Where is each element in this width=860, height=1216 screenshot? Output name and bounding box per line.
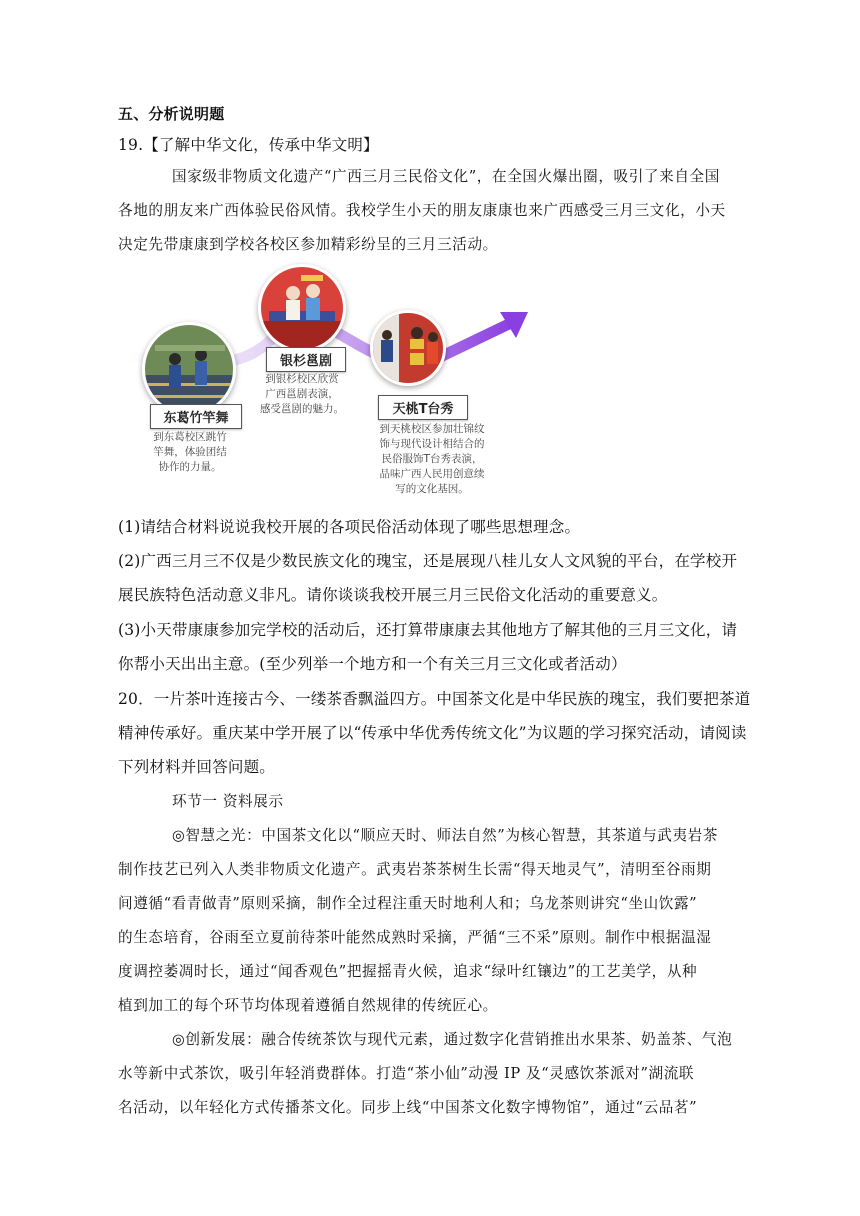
question-20-intro: 20．一片茶叶连接古今、一缕茶香飘溢四方。中国茶文化是中华民族的瑰宝，我们要把茶道 bbox=[118, 690, 751, 708]
wisdom-paragraph-line: 植到加工的每个环节均体现着遵循自然规律的传统匠心。 bbox=[118, 997, 498, 1014]
innovation-paragraph-line: 名活动，以年轻化方式传播茶文化。同步上线“中国茶文化数字博物馆”，通过“云品茗” bbox=[118, 1099, 698, 1116]
innovation-paragraph-line: ◎创新发展：融合传统茶饮与现代元素，通过数字化营销推出水果茶、奶盖茶、气泡 bbox=[172, 1031, 733, 1048]
stop-label: 东葛竹竿舞 bbox=[150, 404, 242, 429]
wisdom-paragraph-line: ◎智慧之光：中国茶文化以“顺应天时、师法自然”为核心智慧，其茶道与武夷岩茶 bbox=[172, 827, 719, 844]
stop-caption: 到银杉校区欣赏 广西邕剧表演， 感受邕剧的魅力。 bbox=[260, 373, 344, 415]
stop-label: 天桃T台秀 bbox=[378, 395, 468, 420]
stop-label: 银杉邕剧 bbox=[266, 347, 346, 372]
question-19-2-cont: 展民族特色活动意义非凡。请你谈谈我校开展三月三民俗文化活动的重要意义。 bbox=[118, 586, 668, 604]
q19-intro-line: 国家级非物质文化遗产“广西三月三民俗文化”，在全国火爆出圈，吸引了来自全国 bbox=[172, 168, 720, 185]
question-20-intro: 下列材料并回答问题。 bbox=[118, 758, 276, 776]
bamboo-dance-photo bbox=[142, 322, 236, 416]
question-19-3: (3)小天带康康参加完学校的活动后，还打算带康康去其他地方了解其他的三月三文化，请 bbox=[118, 621, 738, 639]
wisdom-paragraph-line: 的生态培育，谷雨至立夏前待茶叶能然成熟时采摘，严循“三不采”原则。制作中根据温湿 bbox=[118, 929, 712, 946]
stop-caption: 到东葛校区跳竹 竿舞，体验团结 协作的力量。 bbox=[153, 431, 227, 473]
question-19-2: (2)广西三月三不仅是少数民族文化的瑰宝，还是展现八桂儿女人文风貌的平台，在学校开 bbox=[118, 552, 738, 570]
question-19-3-cont: 你帮小天出出主意。(至少列举一个地方和一个有关三月三文化或者活动） bbox=[118, 655, 627, 673]
question-19-title: 19.【了解中华文化，传承中华文明】 bbox=[118, 136, 379, 154]
wisdom-paragraph-line: 间遵循“看青做青”原则采摘，制作全过程注重天时地利人和；乌龙茶则讲究“坐山饮露” bbox=[118, 895, 698, 912]
tiantao-runway-photo bbox=[370, 310, 446, 386]
activity-route-figure bbox=[118, 262, 538, 510]
link-one-heading: 环节一 资料展示 bbox=[172, 793, 284, 810]
question-19-1: (1)请结合材料说说我校开展的各项民俗活动体现了哪些思想理念。 bbox=[118, 518, 581, 536]
wisdom-paragraph-line: 度调控萎凋时长，通过“闻香观色”把握摇青火候，追求“绿叶红镶边”的工艺美学，从种 bbox=[118, 963, 698, 980]
yong-opera-photo bbox=[258, 264, 346, 352]
q19-intro-line: 决定先带康康到学校各校区参加精彩纷呈的三月三活动。 bbox=[118, 236, 498, 253]
question-20-intro: 精神传承好。重庆某中学开展了以“传承中华优秀传统文化”为议题的学习探究活动，请阅读 bbox=[118, 724, 747, 742]
q19-intro-line: 各地的朋友来广西体验民俗风情。我校学生小天的朋友康康也来广西感受三月三文化，小天 bbox=[118, 202, 726, 219]
stop-caption: 到天桃校区参加壮锦纹 饰与现代设计相结合的 民俗服饰T台秀表演， 品味广西人民用创意续 写的文化基因。 bbox=[379, 423, 485, 495]
wisdom-paragraph-line: 制作技艺已列入人类非物质文化遗产。武夷岩茶茶树生长需“得天地灵气”，清明至谷雨期 bbox=[118, 861, 712, 878]
section-title: 五、分析说明题 bbox=[118, 105, 225, 123]
innovation-paragraph-line: 水等新中式茶饮，吸引年轻消费群体。打造“茶小仙”动漫 IP 及“灵感饮茶派对”湖流联 bbox=[118, 1065, 695, 1082]
